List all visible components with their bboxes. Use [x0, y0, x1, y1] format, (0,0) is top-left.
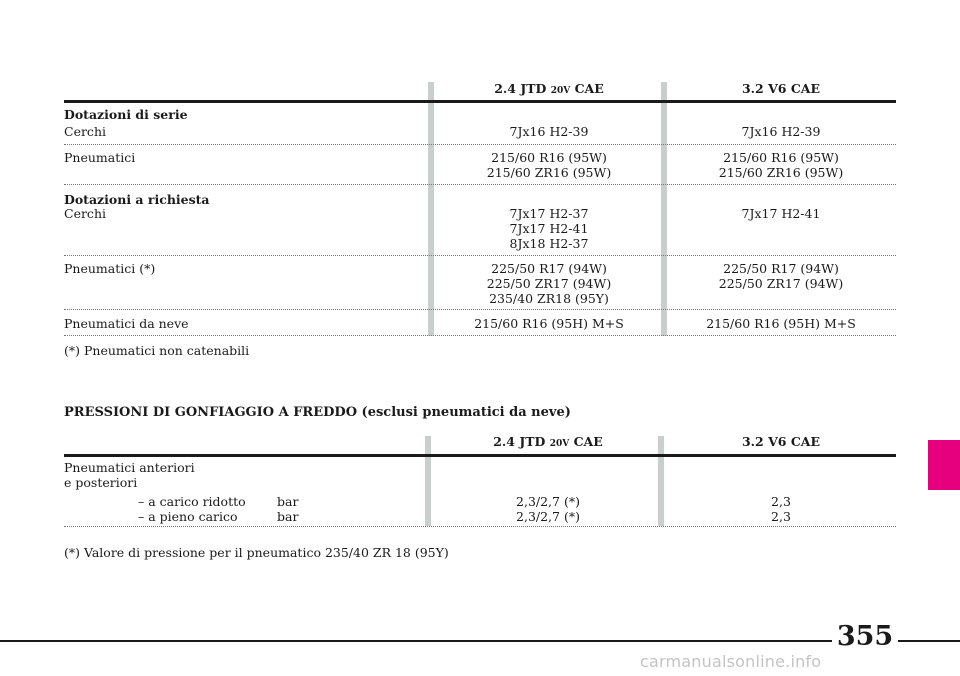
row-divider [64, 309, 896, 310]
pressure-row-reduced-load: – a carico ridotto [138, 494, 246, 509]
table2-header-rule [64, 454, 896, 457]
table2-header-col1: 2.4 JTD 20V CAE [493, 434, 603, 449]
pressure-reduced-col1: 2,3/2,7 (*) [516, 494, 580, 509]
optional-tyres-label: Pneumatici (*) [64, 261, 156, 276]
row-divider [64, 184, 896, 185]
row-divider [64, 526, 896, 527]
row-divider [64, 335, 896, 336]
section-optional-equipment: Dotazioni a richiesta [64, 192, 210, 207]
snow-tyres-label: Pneumatici da neve [64, 316, 189, 331]
footer-rule-right [898, 640, 960, 642]
standard-tyres-label: Pneumatici [64, 150, 136, 165]
pressure-full-col2: 2,3 [771, 509, 791, 524]
optional-rims-label: Cerchi [64, 206, 106, 221]
standard-rims-label: Cerchi [64, 124, 106, 139]
snow-tyres-col2: 215/60 R16 (95H) M+S [706, 316, 856, 331]
pressure-unit: bar [277, 494, 299, 509]
table1-footnote: (*) Pneumatici non catenabili [64, 343, 250, 358]
page-number: 355 [836, 621, 894, 652]
table1-header-col2: 3.2 V6 CAE [741, 81, 821, 96]
table1-header-rule [64, 100, 896, 103]
section-title: PRESSIONI DI GONFIAGGIO A FREDDO (esclusi pneumatici da neve) [64, 405, 571, 420]
front-rear-tyres-label: Pneumatici anteriori e posteriori [64, 460, 195, 490]
footer-rule-left [0, 640, 832, 642]
standard-rims-col1: 7Jx16 H2-39 [509, 124, 589, 139]
standard-tyres-col1: 215/60 R16 (95W) 215/60 ZR16 (95W) [486, 150, 612, 180]
row-divider [64, 255, 896, 256]
snow-tyres-col1: 215/60 R16 (95H) M+S [474, 316, 624, 331]
row-divider [64, 144, 896, 145]
pressure-full-col1: 2,3/2,7 (*) [516, 509, 580, 524]
optional-tyres-col1: 225/50 R17 (94W) 225/50 ZR17 (94W) 235/40 ZR18 (95Y) [486, 261, 612, 306]
standard-rims-col2: 7Jx16 H2-39 [741, 124, 821, 139]
watermark: carmanualsonline.info [640, 652, 822, 671]
pressure-unit: bar [277, 509, 299, 524]
optional-rims-col2: 7Jx17 H2-41 [741, 206, 821, 221]
table2-footnote: (*) Valore di pressione per il pneumatico 235/40 ZR 18 (95Y) [64, 545, 449, 560]
optional-tyres-col2: 225/50 R17 (94W) 225/50 ZR17 (94W) [718, 261, 844, 291]
pressure-row-full-load: – a pieno carico [138, 509, 238, 524]
table2-header-col2: 3.2 V6 CAE [741, 434, 821, 449]
table1-header-col1: 2.4 JTD 20V CAE [494, 81, 604, 96]
section-standard-equipment: Dotazioni di serie [64, 107, 188, 122]
chapter-tab [928, 440, 960, 490]
pressure-reduced-col2: 2,3 [771, 494, 791, 509]
optional-rims-col1: 7Jx17 H2-37 7Jx17 H2-41 8Jx18 H2-37 [509, 206, 589, 251]
standard-tyres-col2: 215/60 R16 (95W) 215/60 ZR16 (95W) [718, 150, 844, 180]
